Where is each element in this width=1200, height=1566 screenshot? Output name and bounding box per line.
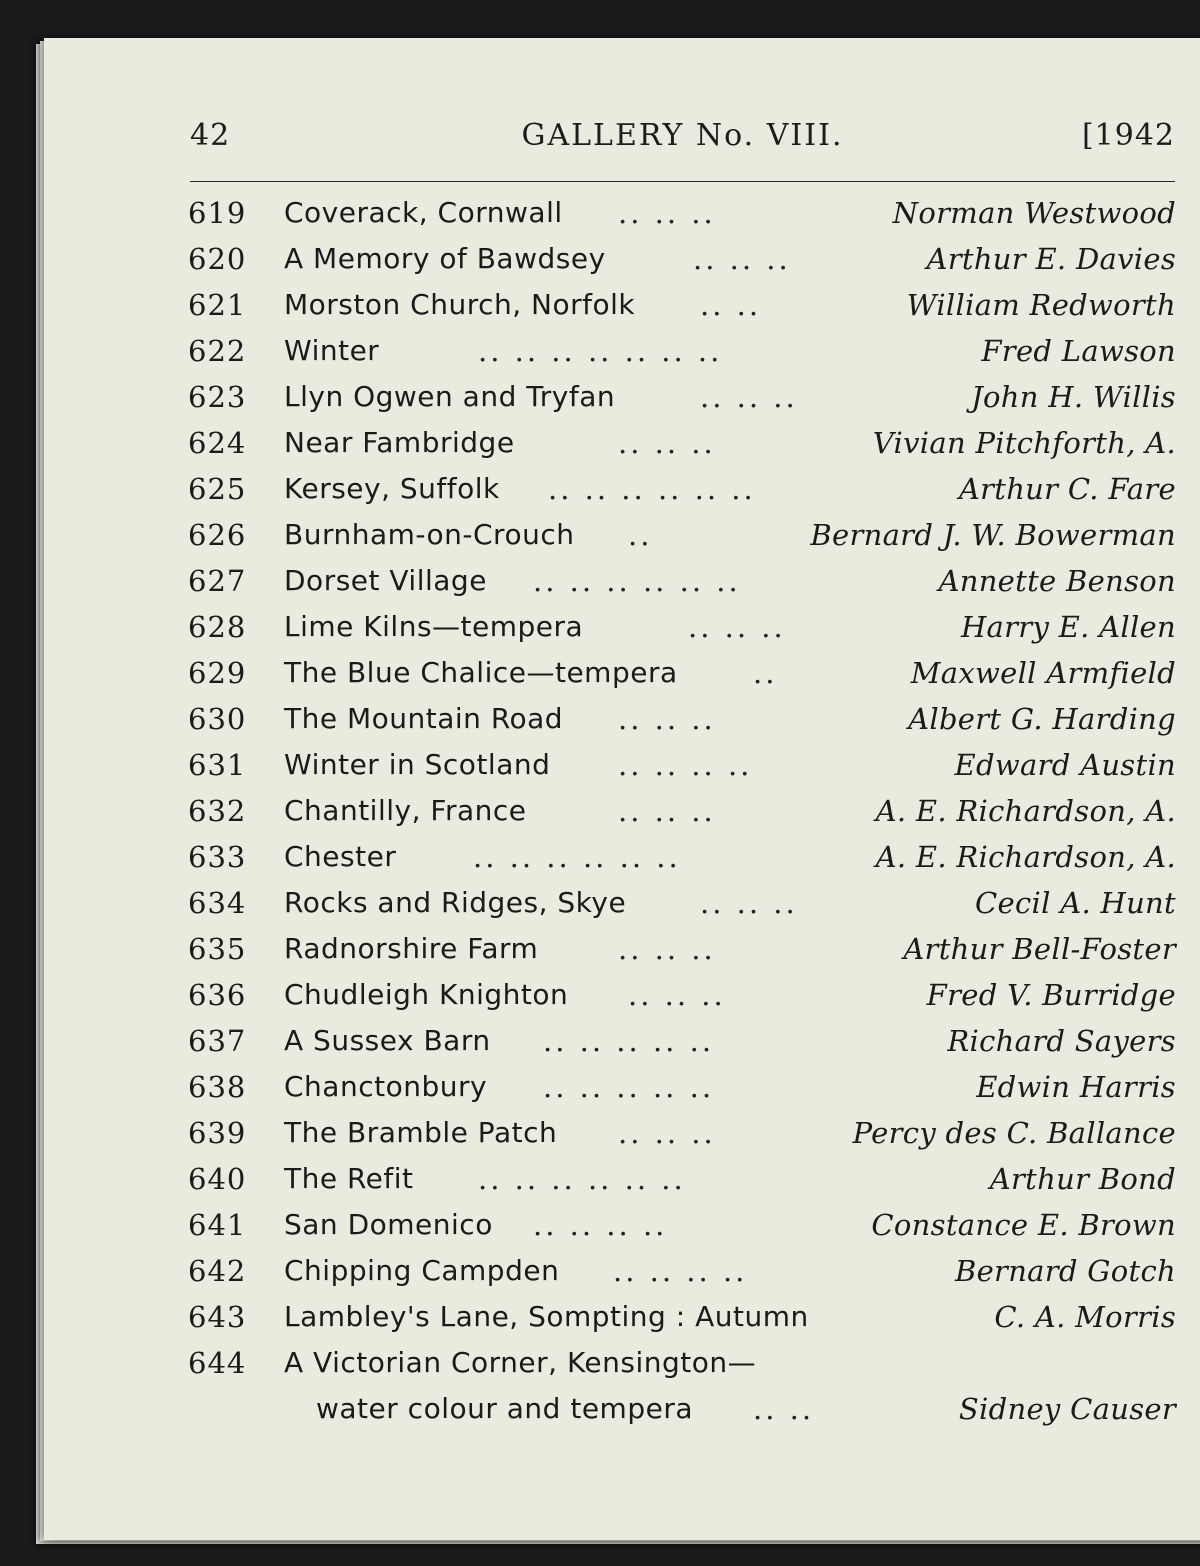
artist-name: Maxwell Armfield (910, 656, 1176, 690)
artist-name: Sidney Causer (958, 1392, 1176, 1426)
dot-leader: .. .. .. (693, 242, 791, 276)
artwork-title: Coverack, Cornwall (284, 196, 563, 229)
artwork-title: Rocks and Ridges, Skye (284, 886, 627, 919)
catalogue-number: 619 (188, 196, 247, 230)
catalogue-entry (188, 512, 1176, 558)
catalogue-number: 642 (188, 1254, 247, 1288)
artwork-title-continuation: water colour and tempera (316, 1392, 693, 1425)
artwork-title: Radnorshire Farm (284, 932, 539, 965)
artist-name: Richard Sayers (947, 1024, 1176, 1058)
header-rule (190, 181, 1175, 182)
artist-name: Edwin Harris (976, 1070, 1176, 1104)
artist-name: Arthur Bond (989, 1162, 1176, 1196)
catalogue-entry (188, 1340, 1176, 1434)
dot-leader: .. .. .. (688, 610, 786, 644)
artwork-title: A Victorian Corner, Kensington— (284, 1346, 757, 1379)
dot-leader: .. .. .. .. .. (543, 1024, 715, 1058)
catalogue-number: 644 (188, 1346, 247, 1380)
catalogue-entry (188, 1294, 1176, 1340)
catalogue-number: 633 (188, 840, 247, 874)
catalogue-number: 622 (188, 334, 247, 368)
artwork-title: The Refit (284, 1162, 414, 1195)
catalogue-entry (188, 558, 1176, 604)
artist-name: Vivian Pitchforth, A. (872, 426, 1176, 460)
artist-name: Edward Austin (954, 748, 1176, 782)
catalogue-entry (188, 374, 1176, 420)
artist-name: Arthur C. Fare (958, 472, 1176, 506)
catalogue-entry (188, 190, 1176, 236)
artwork-title: Chudleigh Knighton (284, 978, 569, 1011)
catalogue-number: 641 (188, 1208, 247, 1242)
catalogue-entry (188, 604, 1176, 650)
dot-leader: .. .. (753, 1392, 815, 1426)
dot-leader: .. .. .. (700, 886, 798, 920)
dot-leader: .. .. .. (618, 196, 716, 230)
dot-leader: .. .. (700, 288, 762, 322)
artist-name: Albert G. Harding (908, 702, 1176, 736)
dot-leader: .. (753, 656, 778, 690)
catalogue-number: 640 (188, 1162, 247, 1196)
catalogue-entry (188, 1064, 1176, 1110)
catalogue-entry (188, 1110, 1176, 1156)
catalogue-number: 623 (188, 380, 247, 414)
catalogue-number: 627 (188, 564, 247, 598)
artwork-title: A Sussex Barn (284, 1024, 491, 1057)
artist-name: C. A. Morris (994, 1300, 1176, 1334)
catalogue-entry (188, 1018, 1176, 1064)
artist-name: Bernard Gotch (954, 1254, 1176, 1288)
artwork-title: A Memory of Bawdsey (284, 242, 606, 275)
catalogue-entry (188, 1248, 1176, 1294)
dot-leader: .. .. .. .. .. .. (473, 840, 681, 874)
dot-leader: .. .. .. (628, 978, 726, 1012)
dot-leader: .. .. .. (618, 1116, 716, 1150)
artist-name: Percy des C. Ballance (852, 1116, 1176, 1150)
catalogue-entry (188, 1202, 1176, 1248)
catalogue-entry (188, 788, 1176, 834)
catalogue-number: 632 (188, 794, 247, 828)
artwork-title: Chester (284, 840, 397, 873)
dot-leader: .. .. .. (618, 794, 716, 828)
dot-leader: .. (628, 518, 653, 552)
running-header (190, 118, 1175, 174)
catalogue-entry (188, 650, 1176, 696)
catalogue-entry (188, 880, 1176, 926)
artist-name: Arthur E. Davies (926, 242, 1176, 276)
artwork-title: The Mountain Road (284, 702, 564, 735)
catalogue-entry (188, 420, 1176, 466)
catalogue-number: 630 (188, 702, 247, 736)
catalogue-entry (188, 972, 1176, 1018)
dot-leader: .. .. .. .. .. (543, 1070, 715, 1104)
artwork-title: Burnham-on-Crouch (284, 518, 575, 551)
catalogue-entry (188, 282, 1176, 328)
artwork-title: Winter (284, 334, 380, 367)
catalogue-number: 637 (188, 1024, 247, 1058)
artist-name: Fred V. Burridge (926, 978, 1176, 1012)
dot-leader: .. .. .. .. (533, 1208, 668, 1242)
catalogue-number: 636 (188, 978, 247, 1012)
artwork-title: Kersey, Suffolk (284, 472, 500, 505)
catalogue-number: 643 (188, 1300, 247, 1334)
artwork-title: Chantilly, France (284, 794, 527, 827)
artist-name: Bernard J. W. Bowerman (810, 518, 1176, 552)
dot-leader: .. .. .. .. (613, 1254, 748, 1288)
dot-leader: .. .. .. (618, 702, 716, 736)
artist-name: Cecil A. Hunt (975, 886, 1176, 920)
artwork-title: The Blue Chalice—tempera (284, 656, 678, 689)
dot-leader: .. .. .. .. .. .. (548, 472, 756, 506)
catalogue-number: 625 (188, 472, 247, 506)
catalogue-entry (188, 1156, 1176, 1202)
artist-name: John H. Willis (971, 380, 1176, 414)
artwork-title: Chanctonbury (284, 1070, 488, 1103)
catalogue-entry (188, 742, 1176, 788)
artist-name: Norman Westwood (892, 196, 1176, 230)
dot-leader: .. .. .. .. .. .. (478, 1162, 686, 1196)
artwork-title: Llyn Ogwen and Tryfan (284, 380, 616, 413)
catalogue-number: 620 (188, 242, 247, 276)
artwork-title: Lime Kilns—tempera (284, 610, 584, 643)
dot-leader: .. .. .. .. .. .. (533, 564, 741, 598)
dot-leader: .. .. .. .. (618, 748, 753, 782)
catalogue-number: 629 (188, 656, 247, 690)
artist-name: Fred Lawson (981, 334, 1176, 368)
artwork-title: The Bramble Patch (284, 1116, 558, 1149)
catalogue-number: 624 (188, 426, 247, 460)
year-label: [1942 (1081, 118, 1175, 153)
dot-leader: .. .. .. .. .. .. .. (478, 334, 723, 368)
artwork-title: Lambley's Lane, Sompting : Autumn (284, 1300, 809, 1333)
catalogue-number: 631 (188, 748, 247, 782)
catalogue-number: 639 (188, 1116, 247, 1150)
artwork-title: Chipping Campden (284, 1254, 560, 1287)
catalogue-number: 626 (188, 518, 247, 552)
artwork-title: Near Fambridge (284, 426, 515, 459)
artist-name: A. E. Richardson, A. (875, 794, 1176, 828)
dot-leader: .. .. .. (618, 426, 716, 460)
artist-name: Harry E. Allen (960, 610, 1176, 644)
catalogue-number: 621 (188, 288, 247, 322)
catalogue-entry (188, 328, 1176, 374)
page-number: 42 (190, 118, 231, 153)
dot-leader: .. .. .. (618, 932, 716, 966)
artwork-title: San Domenico (284, 1208, 493, 1241)
artist-name: Constance E. Brown (871, 1208, 1176, 1242)
artist-name: William Redworth (906, 288, 1176, 322)
catalogue-number: 635 (188, 932, 247, 966)
catalogue-entry (188, 834, 1176, 880)
artist-name: A. E. Richardson, A. (875, 840, 1176, 874)
catalogue-number: 634 (188, 886, 247, 920)
catalogue-entry (188, 236, 1176, 282)
catalogue-entry (188, 696, 1176, 742)
catalogue-entry (188, 466, 1176, 512)
catalogue-entries (188, 190, 1176, 1434)
catalogue-number: 638 (188, 1070, 247, 1104)
catalogue-entry (188, 926, 1176, 972)
artwork-title: Morston Church, Norfolk (284, 288, 636, 321)
gallery-title: GALLERY No. VIII. (521, 118, 844, 153)
catalogue-number: 628 (188, 610, 247, 644)
artist-name: Arthur Bell-Foster (903, 932, 1176, 966)
artwork-title: Dorset Village (284, 564, 487, 597)
dot-leader: .. .. .. (700, 380, 798, 414)
artwork-title: Winter in Scotland (284, 748, 551, 781)
artist-name: Annette Benson (938, 564, 1176, 598)
